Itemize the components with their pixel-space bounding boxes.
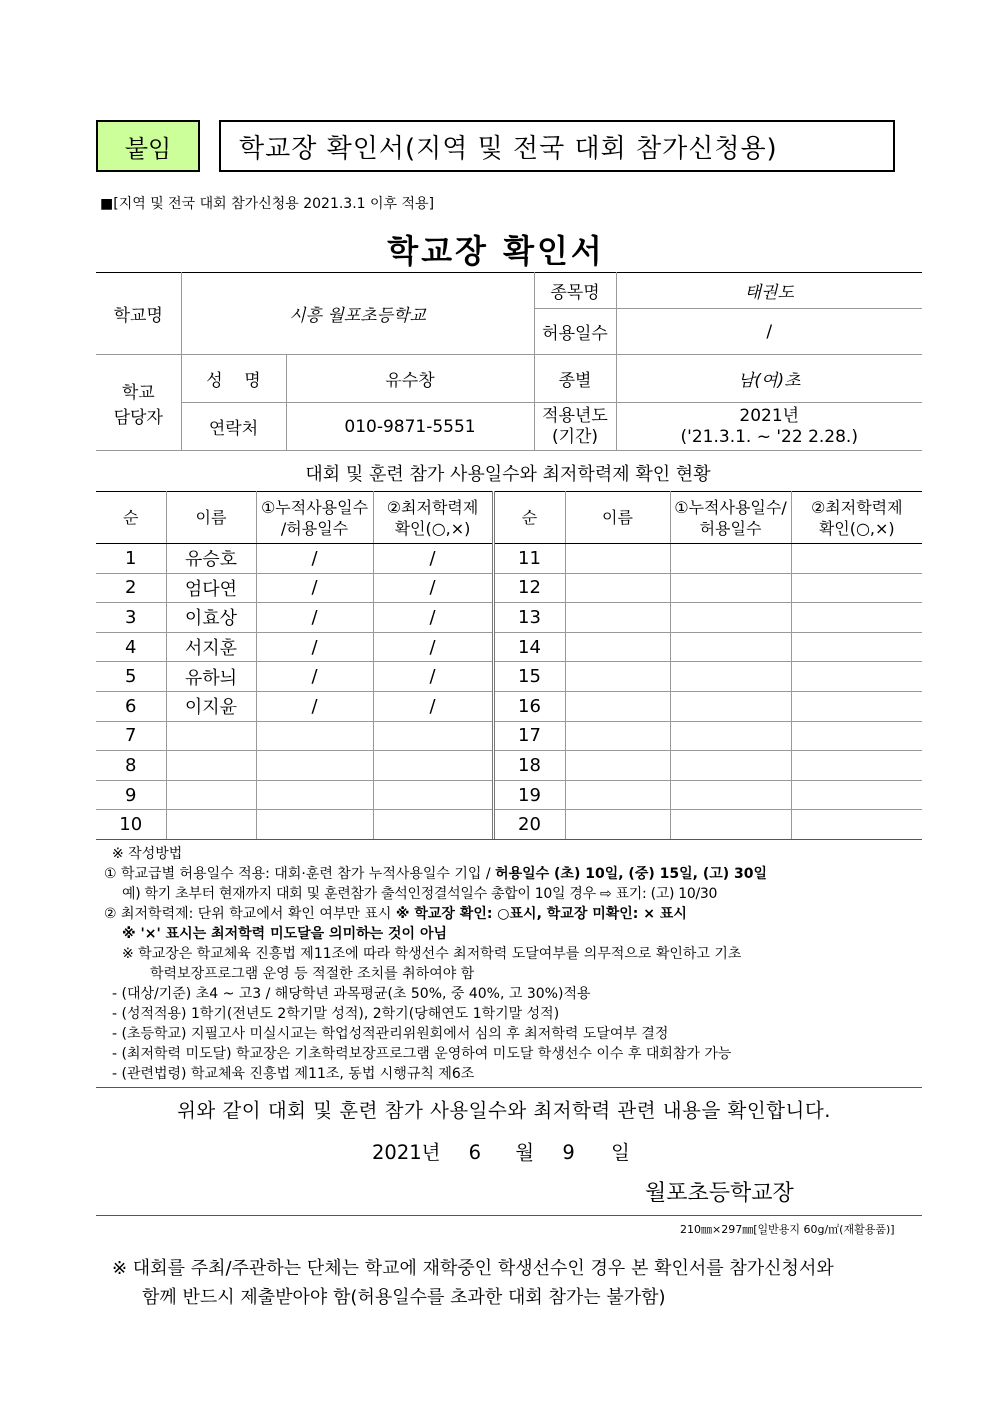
table-row bbox=[96, 721, 922, 751]
min-academic-check bbox=[373, 721, 493, 751]
date-year: 2021년 bbox=[372, 1141, 441, 1164]
cumulative-days-right bbox=[670, 544, 791, 574]
student-name bbox=[166, 721, 256, 751]
table-row bbox=[96, 691, 922, 721]
confirmation-statement: 위와 같이 대회 및 훈련 참가 사용일수와 최저학력 관련 내용을 확인합니다. bbox=[177, 1099, 831, 1122]
row-number: 7 bbox=[96, 721, 166, 751]
instruction-1-text: ① 학교급별 허용일수 적용: 대회·훈련 참가 누적사용일수 기입 / bbox=[104, 866, 496, 882]
detail-4: - (최저학력 미도달) 학교장은 기초학력보장프로그램 운영하여 미도달 학생선수 이수 후 대회참가 가능 bbox=[112, 1046, 732, 1062]
min-academic-check bbox=[373, 810, 493, 840]
cumulative-days: / bbox=[256, 544, 373, 574]
min-academic-check-right bbox=[791, 810, 922, 840]
paper-spec: 210㎜×297㎜[일반용지 60g/㎡(재활용품)] bbox=[680, 1223, 895, 1236]
col-header-check-line2: 확인(○,×) bbox=[394, 518, 471, 538]
student-name-right bbox=[565, 780, 670, 810]
instruction-2-note-text: ※ '×' 표시는 최저학력 미도달을 의미하는 것이 아님 bbox=[122, 926, 447, 942]
instruction-2-marks: ※ 학교장 확인: ○표시, 학교장 미확인: × 표시 bbox=[395, 906, 687, 922]
cumulative-days: / bbox=[256, 691, 373, 721]
col-header-days-line2: /허용일수 bbox=[280, 518, 349, 538]
min-academic-check-right bbox=[791, 780, 922, 810]
manager-label bbox=[96, 355, 181, 451]
student-name: 유승호 bbox=[166, 544, 256, 574]
instruction-1-allowed: 허용일수 (초) 10일, (중) 15일, (고) 30일 bbox=[495, 866, 768, 882]
student-name-right bbox=[565, 603, 670, 633]
row-number-right: 14 bbox=[493, 632, 565, 662]
student-name-right bbox=[565, 721, 670, 751]
row-number: 6 bbox=[96, 691, 166, 721]
footer-line-1: ※ 대회를 주최/주관하는 단체는 학교에 재학중인 학생선수인 경우 본 확인서를 참가신청서와 bbox=[112, 1258, 834, 1279]
student-name: 이효상 bbox=[166, 603, 256, 633]
instruction-2-note bbox=[104, 924, 924, 944]
row-number: 1 bbox=[96, 544, 166, 574]
footer-line-2: 함께 반드시 제출받아야 함(허용일수를 초과한 대회 참가는 불가함) bbox=[142, 1287, 666, 1308]
row-number: 10 bbox=[96, 810, 166, 840]
section-title: 대회 및 훈련 참가 사용일수와 최저학력제 확인 현황 bbox=[305, 464, 711, 485]
date-day-num: 9 bbox=[562, 1141, 575, 1164]
cumulative-days bbox=[256, 810, 373, 840]
cumulative-days bbox=[256, 780, 373, 810]
col-header-check-line1: ②최저학력제 bbox=[386, 497, 479, 517]
document-title: 학교장 확인서 bbox=[387, 232, 605, 270]
col-header-days-right-line2: 허용일수 bbox=[699, 518, 762, 538]
student-name-right bbox=[565, 751, 670, 781]
allowed-days-value: / bbox=[616, 309, 922, 355]
cumulative-days-right bbox=[670, 691, 791, 721]
min-academic-check-right bbox=[791, 721, 922, 751]
year-value-line2: ('21.3.1. ~ '22 2.28.) bbox=[680, 426, 858, 447]
year-value bbox=[616, 403, 922, 451]
detail-2: - (성적적용) 1학기(전년도 2학기말 성적), 2학기(당해연도 1학기말 성적) bbox=[112, 1006, 560, 1022]
divider-rule bbox=[96, 1087, 922, 1088]
student-name-right bbox=[565, 810, 670, 840]
issue-date bbox=[372, 1137, 630, 1165]
instructions-heading: ※ 작성방법 bbox=[112, 846, 183, 862]
col-header-name-right: 이름 bbox=[565, 492, 670, 544]
row-number-right: 16 bbox=[493, 691, 565, 721]
min-academic-check: / bbox=[373, 603, 493, 633]
col-header-name: 이름 bbox=[166, 492, 256, 544]
row-number-right: 17 bbox=[493, 721, 565, 751]
student-name bbox=[166, 751, 256, 781]
min-academic-check: / bbox=[373, 632, 493, 662]
attachment-badge-label: 붙임 bbox=[124, 134, 172, 163]
school-info-table bbox=[96, 272, 922, 451]
date-day: 일 bbox=[610, 1141, 630, 1164]
detail-5: - (관련법령) 학교체육 진흥법 제11조, 동법 시행규칙 제6조 bbox=[112, 1066, 475, 1082]
table-row bbox=[96, 780, 922, 810]
table-row bbox=[96, 751, 922, 781]
min-academic-check-right bbox=[791, 751, 922, 781]
instructions bbox=[104, 844, 924, 1084]
cumulative-days bbox=[256, 751, 373, 781]
student-name bbox=[166, 780, 256, 810]
min-academic-check-right bbox=[791, 573, 922, 603]
year-label bbox=[534, 403, 616, 451]
cumulative-days: / bbox=[256, 603, 373, 633]
row-number: 2 bbox=[96, 573, 166, 603]
attachment-badge bbox=[96, 120, 200, 172]
min-academic-check bbox=[373, 751, 493, 781]
student-name-right bbox=[565, 662, 670, 692]
table-row bbox=[96, 603, 922, 633]
student-name-right bbox=[565, 632, 670, 662]
school-name-label: 학교명 bbox=[96, 273, 181, 355]
col-header-no: 순 bbox=[96, 492, 166, 544]
min-academic-check-right bbox=[791, 544, 922, 574]
row-number: 3 bbox=[96, 603, 166, 633]
col-header-check-right-line2: 확인(○,×) bbox=[818, 518, 895, 538]
min-academic-check bbox=[373, 780, 493, 810]
table-row bbox=[96, 573, 922, 603]
detail-3: - (초등학교) 지필고사 미실시교는 학업성적관리위원회에서 심의 후 최저학력 도달여부 결정 bbox=[112, 1026, 669, 1042]
min-academic-check-right bbox=[791, 662, 922, 692]
cumulative-days-right bbox=[670, 662, 791, 692]
cumulative-days-right bbox=[670, 721, 791, 751]
form-title-box bbox=[219, 120, 895, 172]
principal-signature: 월포초등학교장 bbox=[645, 1181, 794, 1206]
cumulative-days: / bbox=[256, 573, 373, 603]
col-header-days-right bbox=[670, 492, 791, 544]
cumulative-days-right bbox=[670, 632, 791, 662]
manager-label-line2: 담당자 bbox=[113, 407, 163, 428]
table-row bbox=[96, 632, 922, 662]
instruction-2 bbox=[104, 904, 924, 924]
row-number: 5 bbox=[96, 662, 166, 692]
col-header-days-line1: ①누적사용일수 bbox=[260, 497, 369, 517]
row-number: 8 bbox=[96, 751, 166, 781]
student-name: 엄다연 bbox=[166, 573, 256, 603]
divider-rule bbox=[96, 839, 922, 840]
row-number-right: 12 bbox=[493, 573, 565, 603]
contact-label: 연락처 bbox=[181, 403, 286, 451]
cumulative-days-right bbox=[670, 810, 791, 840]
row-number: 4 bbox=[96, 632, 166, 662]
col-header-days bbox=[256, 492, 373, 544]
table-row bbox=[96, 662, 922, 692]
sport-label: 종목명 bbox=[534, 273, 616, 309]
student-name-right bbox=[565, 573, 670, 603]
instruction-2-duty-1: ※ 학교장은 학교체육 진흥법 제11조에 따라 학생선수 최저학력 도달여부를 의무적으로 확인하고 기초 bbox=[122, 946, 742, 962]
min-academic-check: / bbox=[373, 691, 493, 721]
table-row bbox=[96, 810, 922, 840]
detail-1: - (대상/기준) 초4 ~ 고3 / 해당학년 과목평균(초 50%, 중 40%, 고 30%)적용 bbox=[112, 986, 591, 1002]
applicability-note: ■[지역 및 전국 대회 참가신청용 2021.3.1 이후 적용] bbox=[100, 196, 435, 212]
cumulative-days-right bbox=[670, 751, 791, 781]
col-header-days-right-line1: ①누적사용일수/ bbox=[674, 497, 787, 517]
col-header-check-right-line1: ②최저학력제 bbox=[810, 497, 903, 517]
instruction-2-duty-2: 학력보장프로그램 운영 등 적절한 조치를 취하여야 함 bbox=[150, 966, 475, 982]
min-academic-check: / bbox=[373, 544, 493, 574]
roster-table bbox=[96, 491, 922, 840]
form-title: 학교장 확인서(지역 및 전국 대회 참가신청용) bbox=[239, 133, 778, 164]
student-name-right bbox=[565, 544, 670, 574]
row-number-right: 19 bbox=[493, 780, 565, 810]
school-name-value: 시흥 월포초등학교 bbox=[181, 273, 534, 355]
date-month-num: 6 bbox=[468, 1141, 482, 1164]
divider-rule bbox=[96, 1215, 922, 1216]
cumulative-days: / bbox=[256, 632, 373, 662]
category-label: 종별 bbox=[534, 355, 616, 403]
table-row bbox=[96, 544, 922, 574]
year-label-line1: 적용년도 bbox=[542, 405, 608, 426]
date-month: 월 bbox=[515, 1141, 535, 1164]
instruction-1 bbox=[104, 864, 924, 884]
cumulative-days-right bbox=[670, 573, 791, 603]
year-label-line2: (기간) bbox=[551, 426, 599, 447]
min-academic-check-right bbox=[791, 632, 922, 662]
student-name: 유하늬 bbox=[166, 662, 256, 692]
student-name: 서지훈 bbox=[166, 632, 256, 662]
sport-value: 태권도 bbox=[616, 273, 922, 309]
manager-name-label: 성 명 bbox=[181, 355, 286, 403]
min-academic-check-right bbox=[791, 691, 922, 721]
cumulative-days: / bbox=[256, 662, 373, 692]
min-academic-check: / bbox=[373, 573, 493, 603]
row-number-right: 15 bbox=[493, 662, 565, 692]
allowed-days-label: 허용일수 bbox=[534, 309, 616, 355]
cumulative-days-right bbox=[670, 780, 791, 810]
cumulative-days-right bbox=[670, 603, 791, 633]
student-name-right bbox=[565, 691, 670, 721]
year-value-line1: 2021년 bbox=[739, 405, 800, 426]
instruction-1-example: 예) 학기 초부터 현재까지 대회 및 훈련참가 출석인정결석일수 총합이 10일 경우 ⇨ 표기: (고) 10/30 bbox=[122, 886, 718, 902]
col-header-check-right bbox=[791, 492, 922, 544]
footer-notice bbox=[112, 1254, 834, 1312]
row-number: 9 bbox=[96, 780, 166, 810]
row-number-right: 18 bbox=[493, 751, 565, 781]
row-number-right: 13 bbox=[493, 603, 565, 633]
min-academic-check: / bbox=[373, 662, 493, 692]
row-number-right: 20 bbox=[493, 810, 565, 840]
student-name: 이지윤 bbox=[166, 691, 256, 721]
col-header-check bbox=[373, 492, 493, 544]
student-name bbox=[166, 810, 256, 840]
category-value: 남(여)초 bbox=[616, 355, 922, 403]
cumulative-days bbox=[256, 721, 373, 751]
contact-value: 010-9871-5551 bbox=[286, 403, 534, 451]
min-academic-check-right bbox=[791, 603, 922, 633]
row-number-right: 11 bbox=[493, 544, 565, 574]
manager-name-value: 유수창 bbox=[286, 355, 534, 403]
manager-label-line1: 학교 bbox=[121, 382, 155, 403]
col-header-no-right: 순 bbox=[493, 492, 565, 544]
instruction-2-text: ② 최저학력제: 단위 학교에서 확인 여부만 표시 bbox=[104, 906, 396, 922]
